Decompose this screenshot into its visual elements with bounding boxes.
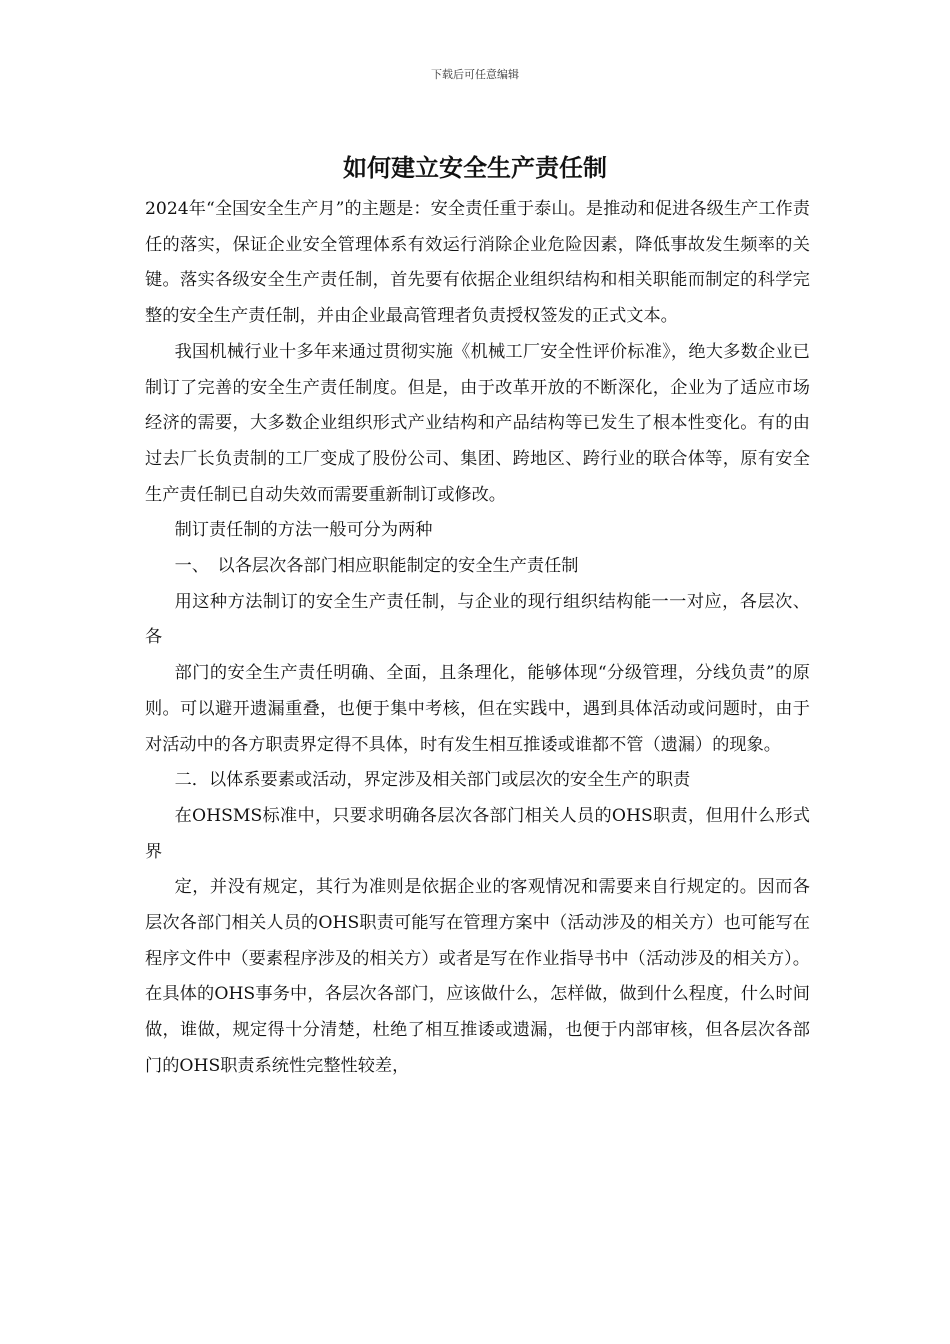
paragraph: 部门的安全生产责任明确、全面，且条理化，能够体现“分级管理，分线负责”的原则。可以避开遗漏重叠，也便于集中考核，但在实践中，遇到具体活动或问题时，由于对活动中的各方职责界定得不具体，时有发生相互推诿或谁都不管（遗漏）的现象。	[145, 663, 810, 755]
paragraph: 制订责任制的方法一般可分为两种	[174, 520, 433, 541]
paragraph: 我国机械行业十多年来通过贯彻实施《机械工厂安全性评价标准》，绝大多数企业已制订了完善的安全生产责任制度。但是，由于改革开放的不断深化，企业为了适应市场经济的需要，大多数企业组织形式产业结构和产品结构等已发生了根本性变化。有的由过去厂长负责制的工厂变成了股份公司、集团、跨地区、跨行业的联合体等，原有安全生产责任制已自动失效而需要重新制订或修改。	[145, 341, 810, 505]
paragraph: 定，并没有规定，其行为准则是依据企业的客观情况和需要来自行规定的。因而各层次各部门相关人员的OHS职责可能写在管理方案中（活动涉及的相关方）也可能写在程序文件中（要素程序涉及的相关方）或者是写在作业指导书中（活动涉及的相关方）。在具体的OHS事务中，各层次各部门，应该做什么，怎样做，做到什么程度，什么时间做，谁做，规定得十分清楚，杜绝了相互推诿或遗漏，也便于内部审核，但各层次各部门的OHS职责系统性完整性较差，	[145, 877, 810, 1076]
paragraph: 用这种方法制订的安全生产责任制，与企业的现行组织结构能一一对应，各层次、各	[145, 591, 810, 648]
paragraph: 在OHSMS标准中，只要求明确各层次各部门相关人员的OHS职责，但用什么形式界	[145, 805, 810, 862]
section-heading: 一、 以各层次各部门相应职能制定的安全生产责任制	[174, 556, 579, 577]
paragraph: 2024年“全国安全生产月”的主题是：安全责任重于泰山。是推动和促进各级生产工作责任的落实，保证企业安全管理体系有效运行消除企业危险因素，降低事故发生频率的关键。落实各级安全生产责任制，首先要有依据企业组织结构和相关职能而制定的科学完整的安全生产责任制，并由企业最高管理者负责授权签发的正式文本。	[145, 199, 810, 327]
document-title: 如何建立安全生产责任制	[343, 153, 607, 182]
header-note: 下载后可任意编辑	[431, 68, 519, 81]
section-heading: 二．以体系要素或活动，界定涉及相关部门或层次的安全生产的职责	[174, 770, 691, 791]
document-body	[145, 192, 810, 1085]
